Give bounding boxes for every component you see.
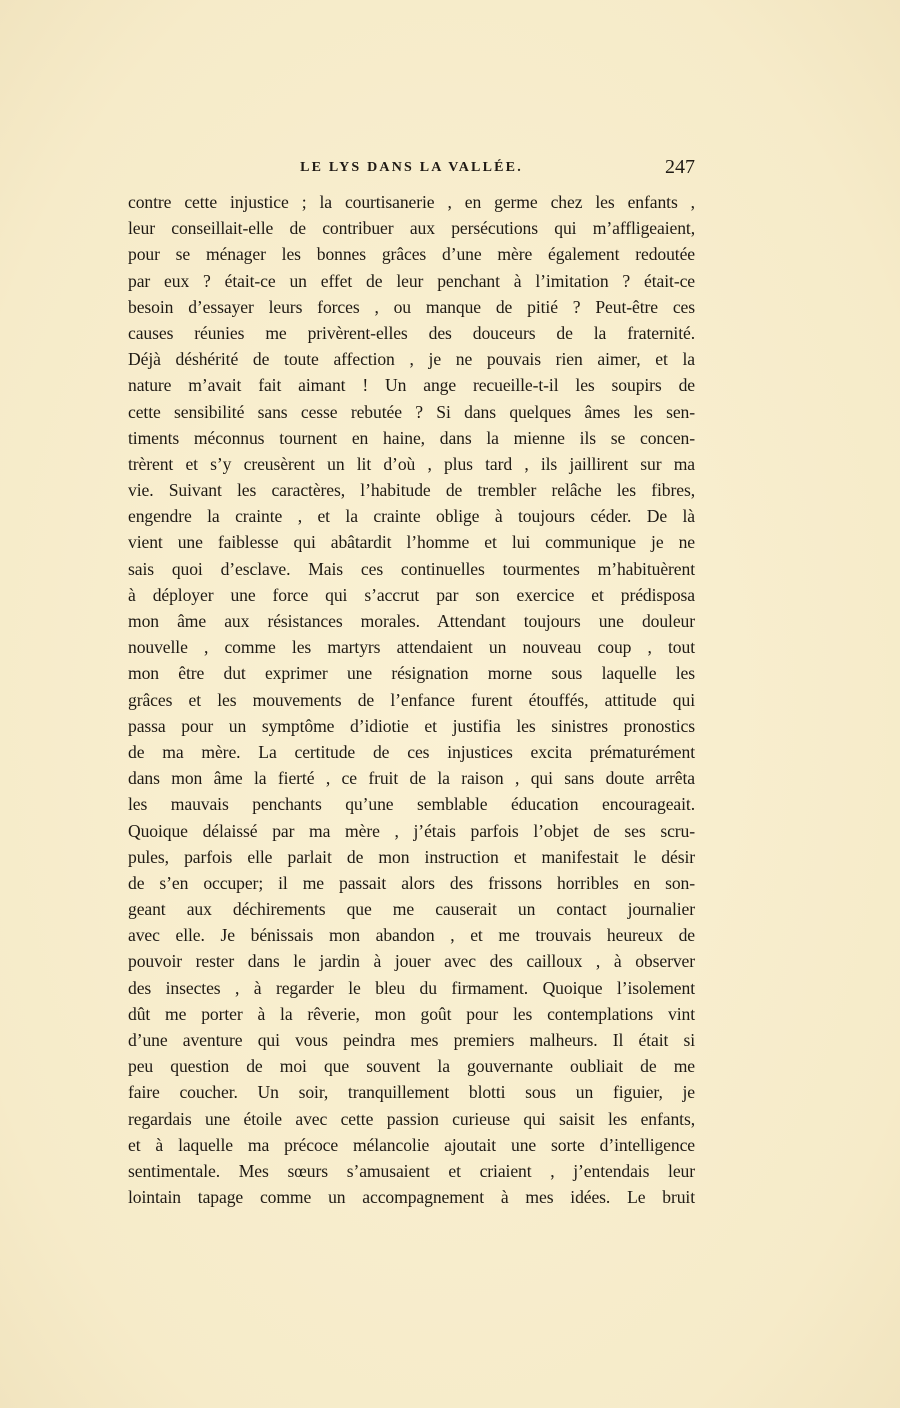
text-line: pour se ménager les bonnes grâces d’une mère également redoutée: [128, 244, 695, 265]
page-number: 247: [665, 156, 695, 178]
text-line: causes réunies me privèrent-elles des douceurs de la fraternité.: [128, 322, 695, 343]
text-line: grâces et les mouvements de l’enfance furent étouffés, attitude qui: [128, 689, 695, 710]
text-line: geant aux déchirements que me causerait un contact journalier: [128, 899, 695, 920]
text-line: Quoique délaissé par ma mère , j’étais parfois l’objet de ses scru-: [128, 820, 695, 841]
text-line: à déployer une force qui s’accrut par son exercice et prédisposa: [128, 584, 695, 605]
text-line: trèrent et s’y creusèrent un lit d’où , plus tard , ils jaillirent sur ma: [128, 453, 695, 474]
text-line: nouvelle , comme les martyrs attendaient un nouveau coup , tout: [128, 637, 695, 658]
text-line: pouvoir rester dans le jardin à jouer avec des cailloux , à observer: [128, 951, 695, 972]
text-line: de ma mère. La certitude de ces injustices excita prématurément: [128, 741, 695, 762]
text-line: timents méconnus tournent en haine, dans la mienne ils se concen-: [128, 427, 695, 448]
text-line: contre cette injustice ; la courtisanerie , en germe chez les enfants ,: [128, 192, 695, 212]
text-line: engendre la crainte , et la crainte oblige à toujours céder. De là: [128, 506, 695, 527]
text-line: mon âme aux résistances morales. Attendant toujours une douleur: [128, 611, 695, 631]
text-line: pules, parfois elle parlait de mon instruction et manifestait le désir: [128, 846, 695, 867]
text-line: nature m’avait fait aimant ! Un ange recueille-t-il les soupirs de: [128, 375, 695, 396]
text-line: vie. Suivant les caractères, l’habitude de trembler relâche les fibres,: [128, 480, 695, 501]
text-line: sentimentale. Mes sœurs s’amusaient et criaient , j’entendais leur: [128, 1160, 695, 1181]
text-line: dût me porter à la rêverie, mon goût pour les contemplations vint: [128, 1003, 695, 1024]
text-line: des insectes , à regarder le bleu du firmament. Quoique l’isolement: [128, 977, 695, 998]
text-line: vient une faiblesse qui abâtardit l’homme et lui communique je ne: [128, 532, 695, 553]
text-line: de s’en occuper; il me passait alors des frissons horribles en son-: [128, 872, 695, 893]
text-line: faire coucher. Un soir, tranquillement blotti sous un figuier, je: [128, 1082, 695, 1103]
text-line: sais quoi d’esclave. Mais ces continuelles tourmentes m’habituèrent: [128, 558, 695, 579]
page-header: [128, 156, 695, 182]
text-line: et à laquelle ma précoce mélancolie ajoutait une sorte d’intelligence: [128, 1134, 695, 1155]
text-line: d’une aventure qui vous peindra mes premiers malheurs. Il était si: [128, 1030, 695, 1050]
text-line: dans mon âme la fierté , ce fruit de la raison , qui sans doute arrêta: [128, 768, 695, 789]
running-title: LE LYS DANS LA VALLÉE.: [300, 160, 523, 175]
body-text: [128, 189, 695, 1210]
text-line: par eux ? était-ce un effet de leur penchant à l’imitation ? était-ce: [128, 270, 695, 291]
text-line: mon être dut exprimer une résignation morne sous laquelle les: [128, 663, 695, 684]
text-line: cette sensibilité sans cesse rebutée ? Si dans quelques âmes les sen-: [128, 401, 695, 422]
text-line: avec elle. Je bénissais mon abandon , et me trouvais heureux de: [128, 925, 695, 946]
text-line: peu question de moi que souvent la gouvernante oubliait de me: [128, 1056, 695, 1077]
text-line: les mauvais penchants qu’une semblable éducation encourageait.: [128, 794, 695, 815]
text-line: regardais une étoile avec cette passion curieuse qui saisit les enfants,: [128, 1108, 695, 1129]
text-line: passa pour un symptôme d’idiotie et justifia les sinistres pronostics: [128, 715, 695, 736]
text-line: Déjà déshérité de toute affection , je ne pouvais rien aimer, et la: [128, 349, 695, 370]
text-line: besoin d’essayer leurs forces , ou manque de pitié ? Peut-être ces: [128, 296, 695, 317]
text-line: lointain tapage comme un accompagnement à mes idées. Le bruit: [128, 1187, 695, 1208]
text-line: leur conseillait-elle de contribuer aux persécutions qui m’affligeaient,: [128, 218, 695, 239]
